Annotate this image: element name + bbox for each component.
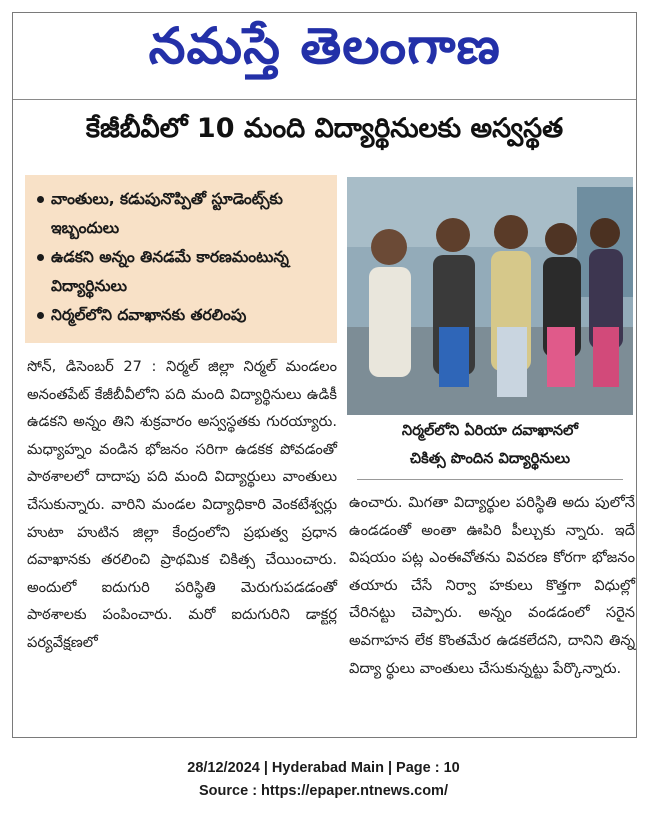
- masthead-logo: నమస్తే తెలంగాణ: [148, 16, 501, 75]
- edition-info: 28/12/2024 | Hyderabad Main | Page : 10: [187, 760, 460, 776]
- source-link[interactable]: Source : https://epaper.ntnews.com/: [199, 783, 448, 799]
- article-headline: కేజీబీవీలో 10 మంది విద్యార్థినులకు అస్వస్థత: [85, 113, 564, 144]
- news-clipping: [12, 12, 637, 738]
- article-paragraph: సోన్, డిసెంబర్ 27 : నిర్మల్ జిల్లా నిర్మల్ మండలం అనంతపేట్ కేజీబీవీలోని పది మంది విద్యార్థినులు ఉడికీ ఉడకని అన్నం తిని శుక్రవారం అస్వస్థతకు గురయ్యారు. మధ్యాహ్నం వండిన భోజనం సరిగా ఉడకక పోవడంతో పాఠశాలలో దాదాపు పది మంది విద్యార్థులు వాంతులు చేసుకున్నారు. వారిని మండల విద్యాధికారి వెంకటేశ్వర్లు హుటా హుటిన జిల్లా కేంద్రంలోని ప్రభుత్వ ప్రధాన దవాఖానకు తరలించి ప్రాథమిక చికిత్స చేయించారు. అందులో ఐదుగురి పరిస్థితి మెరుగుపడడంతో పాఠశాలకు పంపించారు. మరో ఐదుగురిని డాక్టర్ల పర్యవేక్షణలో: [27, 358, 337, 651]
- students-photo-illustration: [347, 177, 633, 415]
- highlight-item: వాంతులు, కడుపునొప్పితో స్టూడెంట్స్‌కు ఇబ్బందులు: [35, 185, 329, 243]
- masthead-divider: [13, 99, 636, 100]
- newspaper-masthead: [13, 17, 636, 87]
- article-photo: [347, 177, 633, 415]
- highlights-list: [25, 175, 337, 330]
- caption-divider: [357, 479, 623, 480]
- article-body-left-column: [27, 353, 337, 657]
- photo-caption-line: చికిత్స పొందిన విద్యార్థినులు: [409, 450, 571, 467]
- highlight-item: నిర్మల్‌లోని దవాఖానకు తరలింపు: [35, 301, 329, 330]
- photo-caption-line: నిర్మల్‌లోని ఏరియా దవాఖానలో: [401, 422, 579, 439]
- article-body-right-column: [349, 489, 635, 682]
- highlight-item: ఉడకని అన్నం తినడమే కారణమంటున్న విద్యార్థినులు: [35, 243, 329, 301]
- photo-caption: [347, 417, 633, 473]
- highlights-box: [25, 175, 337, 343]
- article-paragraph: ఉంచారు. మిగతా విద్యార్థుల పరిస్థితి అదు పులోనే ఉండడంతో అంతా ఊపిరి పీల్చుకు న్నారు. ఇదే విషయం పట్ల ఎంఈవోతను వివరణ కోరగా భోజనం తయారు చేసే నిర్వా హకులు కొత్తగా విధుల్లో చేరినట్టు చెప్పారు. అన్నం వండడంలో సరైన అవగాహన లేక కొంతమేర ఉడకలేదని, దానిని తిన్న విద్యా ర్థులు వాంతులు చేసుకున్నట్టు పేర్కొన్నారు.: [349, 494, 635, 677]
